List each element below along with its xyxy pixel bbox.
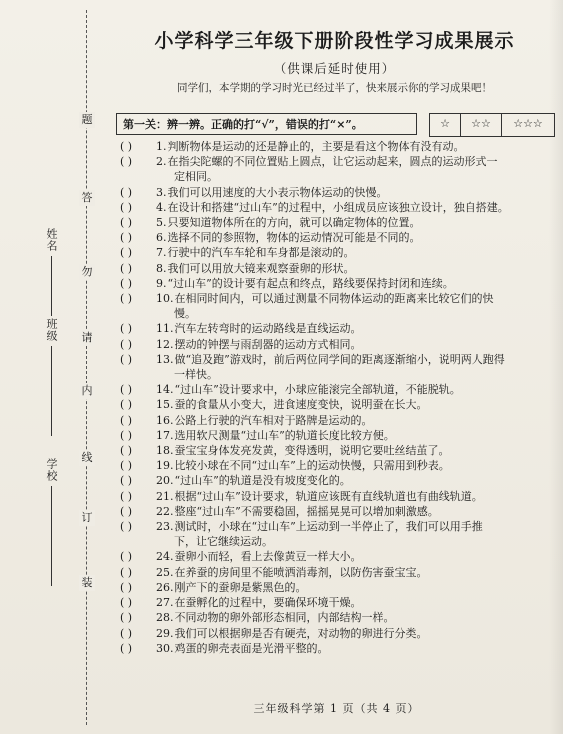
question-number: 20. [156,474,174,488]
question-number: 11. [156,322,174,336]
question-text: 做“追及跑”游戏时，前后两位同学间的距离逐渐缩小，说明两人跑得 [174,352,505,366]
question-number: 9. [156,276,167,290]
question-text: 刚产下的蚕卵是紫黑色的。 [174,580,307,594]
question-number: 27. [156,596,174,610]
binding-char: 题 [79,112,95,128]
exam-title: 小学科学三年级下册阶段性学习成果展示 [154,30,515,52]
question-number: 8. [156,261,167,275]
question-text: 比较小球在不同“过山车”上的运动快慢，只需用到秒表。 [174,459,450,473]
answer-blank[interactable]: ( ) [120,200,133,214]
question-number: 26. [156,580,174,594]
question-item [118,565,563,580]
question-item [118,245,563,260]
question-text: 蚕宝宝身体发亮发黄，变得透明，说明它要吐丝结茧了。 [174,444,450,458]
exam-subtitle: （供课后延时使用） [273,61,396,76]
question-item [118,276,563,291]
question-item [118,215,563,230]
question-item [118,413,563,428]
question-item [118,352,563,382]
answer-blank[interactable]: ( ) [120,276,133,290]
school-underline [51,486,52,586]
page-edge-shadow [549,0,563,734]
question-text: 汽车左转弯时的运动路线是直线运动。 [174,322,362,336]
answer-blank[interactable]: ( ) [120,292,133,306]
question-number: 19. [156,459,174,473]
name-field[interactable] [30,228,72,316]
question-number: 10. [156,292,174,306]
class-field[interactable] [30,318,72,436]
question-item [118,610,563,625]
question-text: 在指尖陀螺的不同位置贴上圆点，让它运动起来，圆点的运动形式一 [167,155,498,169]
question-number: 22. [156,504,174,518]
question-number: 7. [156,246,167,260]
question-number: 17. [156,428,174,442]
answer-blank[interactable]: ( ) [120,140,133,153]
question-number: 6. [156,231,167,245]
question-text: 慢。 [174,307,196,321]
question-text: 下，让它继续运动。 [174,535,273,549]
answer-blank[interactable]: ( ) [120,596,133,610]
question-text: “过山车”的设计要有起点和终点，路线要保持封闭和连续。 [167,276,454,290]
question-text: “过山车”的轨道是没有坡度变化的。 [174,474,351,488]
question-text: 一样快。 [174,368,218,382]
answer-blank[interactable]: ( ) [120,413,133,427]
question-text: 我们可以根据卵是否有硬壳，对动物的卵进行分类。 [174,626,428,640]
answer-blank[interactable]: ( ) [120,504,133,518]
question-text: 根据“过山车”设计要求，轨道应该既有直线轨道也有曲线轨道。 [174,489,483,503]
answer-blank[interactable]: ( ) [120,352,133,366]
question-number: 5. [156,216,167,230]
question-text: 我们可以用速度的大小表示物体运动的快慢。 [167,185,388,199]
question-text: 在养蚕的房间里不能喷洒消毒剂，以防伤害蚕宝宝。 [174,565,428,579]
answer-blank[interactable]: ( ) [120,261,133,275]
question-text: 我们可以用放大镜来观察蚕卵的形状。 [167,261,355,275]
question-item [118,139,563,154]
binding-char: 答 [79,190,95,206]
question-text: 公路上行驶的汽车相对于路牌是运动的。 [174,413,373,427]
question-list [118,139,563,656]
question-item [118,443,563,458]
question-text: 整座“过山车”不需要稳固，摇摇晃晃可以增加刺激感。 [174,504,439,518]
answer-blank[interactable]: ( ) [120,550,133,564]
question-number: 13. [156,352,174,366]
question-item [118,154,563,184]
question-number: 30. [156,641,174,655]
answer-blank[interactable]: ( ) [120,246,133,260]
answer-blank[interactable]: ( ) [120,565,133,579]
question-number: 2. [156,155,167,169]
binding-margin [0,0,108,734]
answer-blank[interactable]: ( ) [120,444,133,458]
question-item [118,641,563,656]
question-number: 18. [156,444,174,458]
binding-char: 线 [79,450,95,466]
question-number: 1. [156,140,167,153]
answer-blank[interactable]: ( ) [120,383,133,397]
question-text: 摆动的钟摆与雨刮器的运动方式相同。 [174,337,362,351]
answer-blank[interactable]: ( ) [120,611,133,625]
question-item [118,458,563,473]
section-label: 第一关：辨一辨。正确的打“√”，错误的打“×”。 [116,113,417,135]
answer-blank[interactable]: ( ) [120,626,133,640]
question-item [118,230,563,245]
question-text: “过山车”设计要求中，小球应能滚完全部轨道，不能脱轨。 [174,383,461,397]
question-text: 蚕的食量从小变大，进食速度变快，说明蚕在长大。 [174,398,428,412]
answer-blank[interactable]: ( ) [120,155,133,169]
question-text: 选用软尺测量“过山车”的轨道长度比较方便。 [174,428,395,442]
star-one-icon[interactable]: ☆ [430,114,461,136]
school-label: 学校 [45,458,58,482]
question-text: 定相同。 [174,170,218,184]
question-item [118,321,563,336]
question-item [118,291,563,321]
question-text: 蚕卵小而轻，看上去像黄豆一样大小。 [174,550,362,564]
section-header [116,113,556,135]
answer-blank[interactable]: ( ) [120,428,133,442]
star-rating-box [429,113,555,137]
answer-blank[interactable]: ( ) [120,474,133,488]
binding-char: 内 [79,383,95,399]
question-number: 21. [156,489,174,503]
school-field[interactable] [30,458,72,586]
question-number: 23. [156,520,174,534]
question-item [118,595,563,610]
question-text: 在蚕孵化的过程中，要确保环境干燥。 [174,596,362,610]
binding-char: 订 [79,510,95,526]
question-number: 25. [156,565,174,579]
question-number: 3. [156,185,167,199]
question-number: 29. [156,626,174,640]
name-label: 姓名 [45,228,58,252]
star-two-icon[interactable]: ☆☆ [461,114,502,136]
question-number: 15. [156,398,174,412]
question-item [118,397,563,412]
class-label: 班级 [45,318,58,342]
question-text: 判断物体是运动的还是静止的，主要是看这个物体有没有动。 [167,140,465,153]
question-number: 14. [156,383,174,397]
answer-blank[interactable]: ( ) [120,185,133,199]
page-footer: 三年级科学第 1 页（共 4 页） [253,702,420,715]
name-underline [51,256,52,316]
question-item [118,337,563,352]
answer-blank[interactable]: ( ) [120,231,133,245]
question-item [118,261,563,276]
answer-blank[interactable]: ( ) [120,216,133,230]
answer-blank[interactable]: ( ) [120,520,133,534]
question-text: 测试时，小球在“过山车”上运动到一半停止了，我们可以用手推 [174,520,483,534]
question-text: 选择不同的参照物，物体的运动情况可能是不同的。 [167,231,421,245]
answer-blank[interactable]: ( ) [120,398,133,412]
answer-blank[interactable]: ( ) [120,580,133,594]
binding-char: 请 [79,330,95,346]
question-item [118,549,563,564]
answer-blank[interactable]: ( ) [120,337,133,351]
question-item [118,185,563,200]
question-item [118,200,563,215]
class-underline [51,346,52,436]
question-text: 只要知道物体所在的方向，就可以确定物体的位置。 [167,216,421,230]
binding-char: 勿 [79,264,95,280]
question-item [118,626,563,641]
question-text: 鸡蛋的卵壳表面是光滑平整的。 [174,641,329,655]
question-item [118,519,563,549]
question-text: 在相同时间内，可以通过测量不同物体运动的距离来比较它们的快 [174,292,494,306]
question-item [118,428,563,443]
answer-blank[interactable]: ( ) [120,641,133,655]
exam-header [110,0,559,95]
question-item [118,580,563,595]
answer-blank[interactable]: ( ) [120,322,133,336]
question-number: 24. [156,550,174,564]
question-item [118,489,563,504]
question-number: 16. [156,413,174,427]
question-text: 在设计和搭建“过山车”的过程中，小组成员应该独立设计，独自搭建。 [167,200,509,214]
binding-char: 装 [79,575,95,591]
question-number: 4. [156,200,167,214]
exam-intro: 同学们，本学期的学习时光已经过半了，快来展示你的学习成果吧！ [177,82,492,94]
question-text: 不同动物的卵外部形态相同，内部结构一样。 [174,611,395,625]
question-item [118,382,563,397]
question-number: 28. [156,611,174,625]
question-item [118,473,563,488]
question-number: 12. [156,337,174,351]
star-three-icon[interactable]: ☆☆☆ [513,117,543,130]
question-item [118,504,563,519]
answer-blank[interactable]: ( ) [120,459,133,473]
answer-blank[interactable]: ( ) [120,489,133,503]
question-text: 行驶中的汽车车轮和车身都是滚动的。 [167,246,355,260]
